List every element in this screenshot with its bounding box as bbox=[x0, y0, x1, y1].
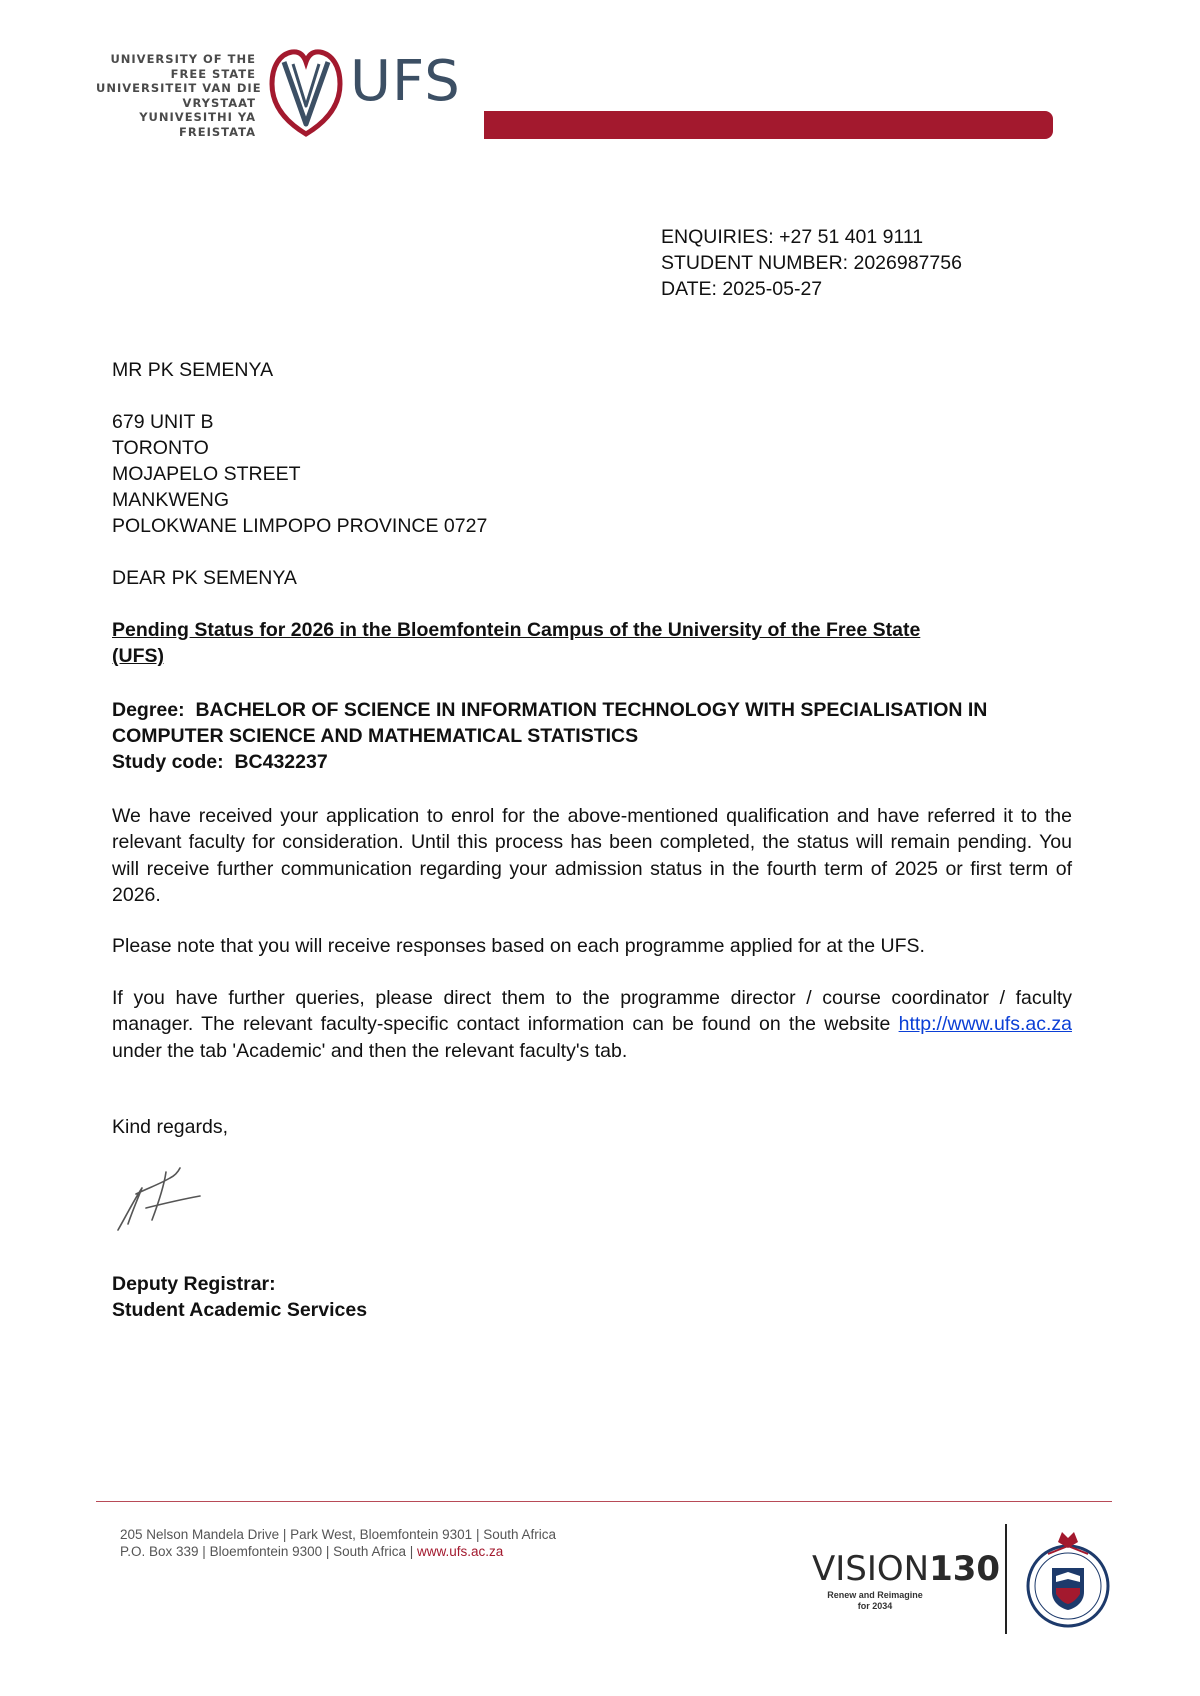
university-name-line: FREISTATA bbox=[179, 124, 256, 139]
vision-number: 130 bbox=[929, 1549, 1001, 1589]
signatory-block bbox=[112, 1271, 367, 1323]
salutation: DEAR PK SEMENYA bbox=[112, 567, 297, 589]
footer-vertical-divider bbox=[1005, 1524, 1007, 1634]
university-name-line: VRYSTAAT bbox=[182, 95, 256, 110]
paragraph-responses: Please note that you will receive responses based on each programme applied for at the UFS. bbox=[112, 935, 925, 957]
handwritten-signature bbox=[108, 1158, 228, 1238]
subject-line: Pending Status for 2026 in the Bloemfontein Campus of the University of the Free State bbox=[112, 619, 921, 641]
vision-130-logo bbox=[812, 1549, 1000, 1589]
recipient-block bbox=[112, 357, 487, 591]
address-line: MOJAPELO STREET bbox=[112, 463, 301, 485]
closing: Kind regards, bbox=[112, 1116, 228, 1138]
vision-word: VISION bbox=[812, 1549, 930, 1589]
vision-tagline-line: Renew and Reimagine bbox=[827, 1590, 923, 1600]
university-name-line: FREE STATE bbox=[170, 66, 256, 81]
signatory-title: Deputy Registrar: bbox=[112, 1273, 276, 1295]
address-line: POLOKWANE LIMPOPO PROVINCE 0727 bbox=[112, 515, 488, 537]
recipient-name: MR PK SEMENYA bbox=[112, 359, 274, 381]
ufs-heart-logo-icon bbox=[266, 44, 346, 140]
degree-value: BACHELOR OF SCIENCE IN INFORMATION TECHNOLOGY WITH SPECIALISATION IN bbox=[195, 699, 988, 721]
vision-tagline-line: for 2034 bbox=[857, 1601, 893, 1611]
study-code-label: Study code: bbox=[112, 751, 224, 773]
study-code-value: BC432237 bbox=[234, 751, 328, 773]
university-names bbox=[96, 52, 262, 140]
paragraph-application: We have received your application to enrol for the above-mentioned qualification and have referred it to the relevant faculty for consideration. Until this process has been completed, the status will remain pending. You will receive further communication regarding your admission status in the fourth term of 2025 or first term of 2026. bbox=[112, 805, 1072, 906]
website-link[interactable]: http://www.ufs.ac.za bbox=[898, 1013, 1072, 1036]
degree-block bbox=[112, 697, 987, 775]
footer-address bbox=[120, 1526, 556, 1560]
address-line: MANKWENG bbox=[112, 489, 229, 511]
subject-heading bbox=[112, 617, 920, 669]
enquiries-line: ENQUIRIES: +27 51 401 9111 bbox=[661, 226, 924, 248]
footer-divider bbox=[96, 1501, 1112, 1502]
address-line: 679 UNIT B bbox=[112, 411, 214, 433]
paragraph-queries bbox=[112, 985, 1072, 1064]
footer-address-line: 205 Nelson Mandela Drive | Park West, Bloemfontein 9301 | South Africa bbox=[120, 1527, 556, 1542]
signatory-department: Student Academic Services bbox=[112, 1299, 368, 1321]
university-crest-icon bbox=[1022, 1524, 1114, 1636]
footer-po-box: P.O. Box 339 | Bloemfontein 9300 | South Africa | bbox=[120, 1544, 417, 1559]
student-number-line: STUDENT NUMBER: 2026987756 bbox=[661, 252, 962, 274]
ufs-logo-text: UFS bbox=[350, 49, 461, 114]
queries-text: If you have further queries, please direct them to the programme director / course coordinator / faculty manager. The relevant faculty-specific contact information can be found on the website bbox=[112, 987, 1072, 1036]
address-line: TORONTO bbox=[112, 437, 209, 459]
footer-website-link[interactable]: www.ufs.ac.za bbox=[416, 1544, 504, 1559]
degree-value-continued: COMPUTER SCIENCE AND MATHEMATICAL STATISTICS bbox=[112, 725, 639, 747]
reference-block bbox=[661, 224, 962, 302]
date-line: DATE: 2025-05-27 bbox=[661, 278, 823, 300]
subject-line: (UFS) bbox=[112, 645, 164, 667]
degree-label: Degree: bbox=[112, 699, 185, 721]
vision-tagline bbox=[820, 1590, 930, 1612]
header-red-bar bbox=[484, 111, 1053, 139]
queries-text-end: under the tab 'Academic' and then the relevant faculty's tab. bbox=[112, 1039, 628, 1062]
university-name-line: UNIVERSITY OF THE bbox=[110, 52, 256, 66]
university-name-line: UNIVERSITEIT VAN DIE bbox=[96, 81, 262, 96]
university-name-line: YUNIVESITHI YA bbox=[139, 110, 256, 125]
